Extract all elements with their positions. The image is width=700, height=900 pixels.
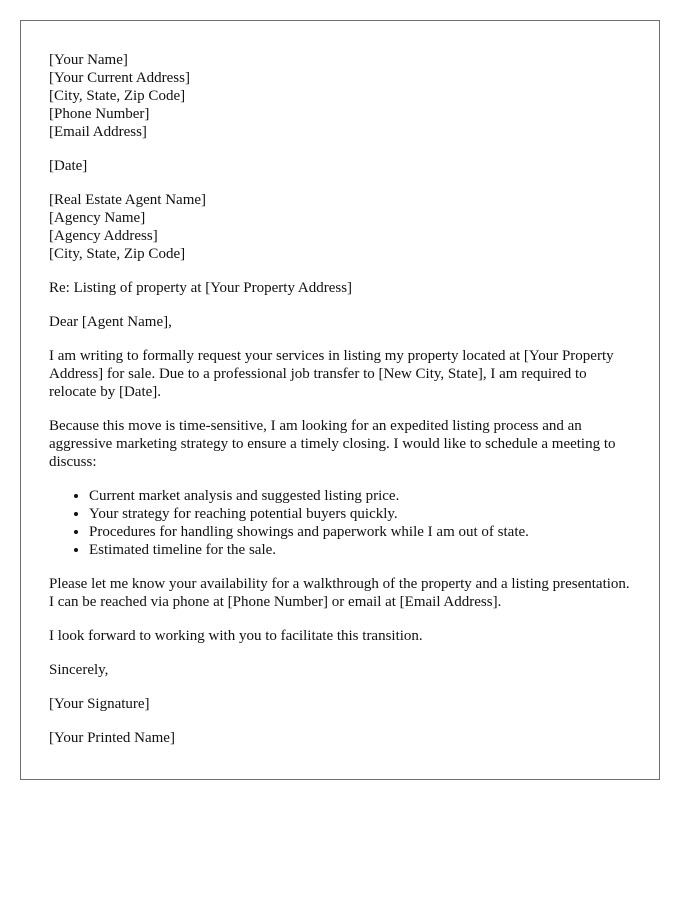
letter	[20, 20, 660, 780]
recipient-block	[49, 191, 631, 263]
list-item: • Procedures for handling showings and paperwork while I am out of state.	[89, 523, 631, 541]
list-item: • Current market analysis and suggested listing price.	[89, 487, 631, 505]
sender-name: [Your Name]	[49, 52, 128, 68]
recipient-agency-name: [Agency Name]	[49, 210, 146, 226]
sender-city-state-zip: [City, State, Zip Code]	[49, 88, 186, 104]
recipient-city-state-zip: [City, State, Zip Code]	[49, 246, 186, 262]
body-paragraph-2: Because this move is time-sensitive, I am looking for an expedited listing process and an aggressive marketing strategy to ensure a timely closing. I would like to schedule a meeting to discuss:	[49, 418, 616, 470]
discussion-points-list	[49, 487, 631, 559]
body-paragraph-4: I look forward to working with you to facilitate this transition.	[49, 628, 423, 644]
list-item: • Estimated timeline for the sale.	[89, 541, 631, 559]
salutation: Dear [Agent Name],	[49, 314, 172, 330]
subject-line: Re: Listing of property at [Your Property Address]	[49, 280, 353, 296]
printed-name: [Your Printed Name]	[49, 730, 175, 746]
body-paragraph-3: Please let me know your availability for a walkthrough of the property and a listing presentation. I can be reached via phone at [Phone Number] or email at [Email Address].	[49, 576, 630, 610]
letter-date: [Date]	[49, 158, 88, 174]
closing: Sincerely,	[49, 662, 109, 678]
signature: [Your Signature]	[49, 696, 150, 712]
body-paragraph-1: I am writing to formally request your services in listing my property located at [Your Property Address] for sale. Due to a professional job transfer to [New City, State], I am required to relocate by [Date].	[49, 348, 614, 400]
sender-phone: [Phone Number]	[49, 106, 150, 122]
sender-address: [Your Current Address]	[49, 70, 190, 86]
sender-email: [Email Address]	[49, 124, 147, 140]
recipient-agency-address: [Agency Address]	[49, 228, 158, 244]
sender-block	[49, 51, 631, 141]
list-item: • Your strategy for reaching potential buyers quickly.	[89, 505, 631, 523]
recipient-agent-name: [Real Estate Agent Name]	[49, 192, 207, 208]
